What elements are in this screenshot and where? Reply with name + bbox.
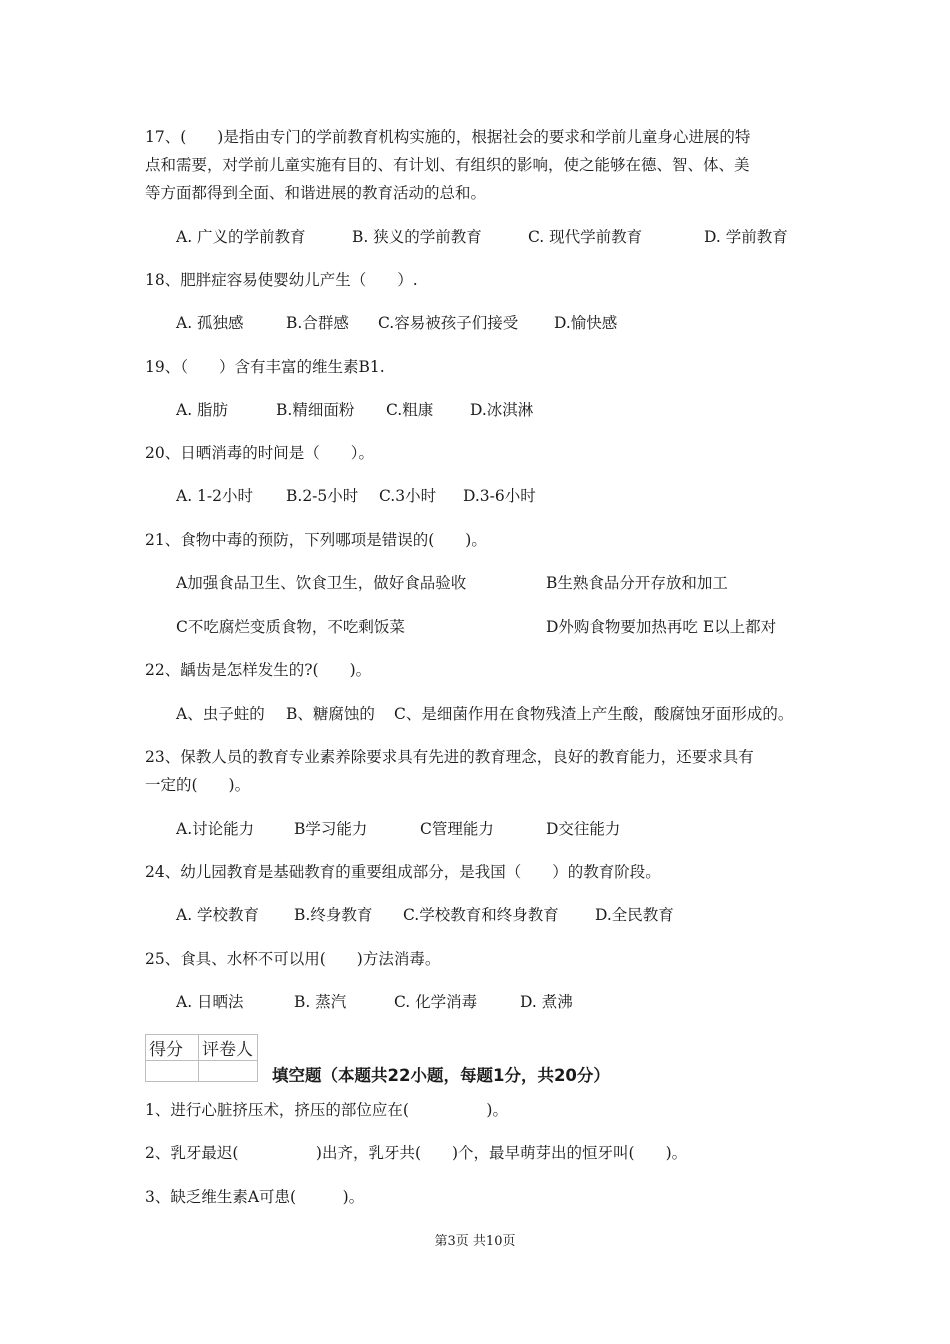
q25-option-c: C. 化学消毒: [394, 993, 478, 1011]
q18-option-c: C.容易被孩子们接受: [378, 314, 519, 332]
q20-option-a: A. 1-2小时: [176, 487, 254, 505]
q25-stem: 25、食具、水杯不可以用( )方法消毒。: [145, 950, 441, 968]
q22-option-b: B、糖腐蚀的: [286, 705, 375, 723]
q20-option-b: B.2-5小时: [286, 487, 359, 505]
q24-option-d: D.全民教育: [595, 906, 674, 924]
q20-option-d: D.3-6小时: [463, 487, 536, 505]
q24-stem: 24、幼儿园教育是基础教育的重要组成部分，是我国（ ）的教育阶段。: [145, 863, 661, 881]
q21-options-row2: [176, 620, 776, 636]
q24-option-b: B.终身教育: [294, 906, 373, 924]
q17-option-c: C. 现代学前教育: [528, 228, 643, 246]
score-cell: [146, 1061, 199, 1082]
q20-options: [176, 489, 536, 505]
q24-option-a: A. 学校教育: [176, 906, 260, 924]
q22-option-a: A、虫子蛀的: [176, 705, 265, 723]
q25-option-b: B. 蒸汽: [294, 993, 347, 1011]
fill-question-3: 3、缺乏维生素A可患( )。: [145, 1188, 365, 1206]
q23-option-b: B学习能力: [294, 820, 368, 838]
section-title: 填空题（本题共22小题，每题1分，共20分）: [272, 1066, 610, 1085]
q21-stem: 21、食物中毒的预防，下列哪项是错误的( )。: [145, 531, 487, 549]
q23-stem-line2: 一定的( )。: [145, 776, 251, 794]
fill-question-1: 1、进行心脏挤压术，挤压的部位应在( )。: [145, 1101, 508, 1119]
q19-option-c: C.粗康: [386, 401, 434, 419]
grader-cell: [199, 1061, 258, 1082]
q18-options: [176, 316, 617, 332]
q19-options: [176, 403, 533, 419]
q18-stem: 18、肥胖症容易使婴幼儿产生（ ）.: [145, 271, 418, 289]
q19-option-d: D.冰淇淋: [470, 401, 534, 419]
q18-option-d: D.愉快感: [554, 314, 618, 332]
q23-option-a: A.讨论能力: [176, 820, 255, 838]
q17-option-b: B. 狭义的学前教育: [352, 228, 482, 246]
q23-options: [176, 822, 620, 838]
q22-stem: 22、龋齿是怎样发生的?( )。: [145, 661, 372, 679]
q17-options: [176, 230, 788, 246]
q25-option-a: A. 日晒法: [176, 993, 244, 1011]
q17-stem-line3: 等方面都得到全面、和谐进展的教育活动的总和。: [145, 184, 487, 202]
q21-option-d: D外购食物要加热再吃 E以上都对: [546, 618, 777, 636]
q19-option-a: A. 脂肪: [176, 401, 229, 419]
grader-label: 评卷人: [199, 1035, 258, 1061]
q21-options-row1: [176, 576, 728, 592]
q24-options: [176, 908, 674, 924]
q24-option-c: C.学校教育和终身教育: [403, 906, 559, 924]
q18-option-b: B.合群感: [286, 314, 349, 332]
score-label: 得分: [146, 1035, 199, 1061]
q19-stem: 19、（ ）含有丰富的维生素B1.: [145, 358, 385, 376]
q17-option-a: A. 广义的学前教育: [176, 228, 306, 246]
q20-stem: 20、日晒消毒的时间是（ ）。: [145, 444, 374, 462]
q22-option-c: C、是细菌作用在食物残渣上产生酸，酸腐蚀牙面形成的。: [394, 705, 794, 723]
q21-option-c: C不吃腐烂变质食物，不吃剩饭菜: [176, 618, 405, 636]
q21-option-b: B生熟食品分开存放和加工: [546, 574, 728, 592]
q19-option-b: B.精细面粉: [276, 401, 355, 419]
q23-stem-line1: 23、保教人员的教育专业素养除要求具有先进的教育理念，良好的教育能力，还要求具有: [145, 748, 754, 766]
score-box: [145, 1034, 258, 1082]
q23-option-d: D交往能力: [546, 820, 621, 838]
q20-option-c: C.3小时: [379, 487, 437, 505]
page-footer: 第3页 共10页: [434, 1234, 516, 1249]
q23-option-c: C管理能力: [420, 820, 494, 838]
q25-option-d: D. 煮沸: [520, 993, 573, 1011]
q18-option-a: A. 孤独感: [176, 314, 244, 332]
q17-option-d: D. 学前教育: [704, 228, 788, 246]
q21-option-a: A加强食品卫生、饮食卫生，做好食品验收: [176, 574, 467, 592]
q25-options: [176, 995, 573, 1011]
q22-options: [176, 707, 793, 723]
q17-stem-line2: 点和需要，对学前儿童实施有目的、有计划、有组织的影响，使之能够在德、智、体、美: [145, 156, 750, 174]
q17-stem-line1: 17、( )是指由专门的学前教育机构实施的，根据社会的要求和学前儿童身心进展的特: [145, 128, 751, 146]
fill-question-2: 2、乳牙最迟( )出齐，乳牙共( )个，最早萌芽出的恒牙叫( )。: [145, 1144, 688, 1162]
